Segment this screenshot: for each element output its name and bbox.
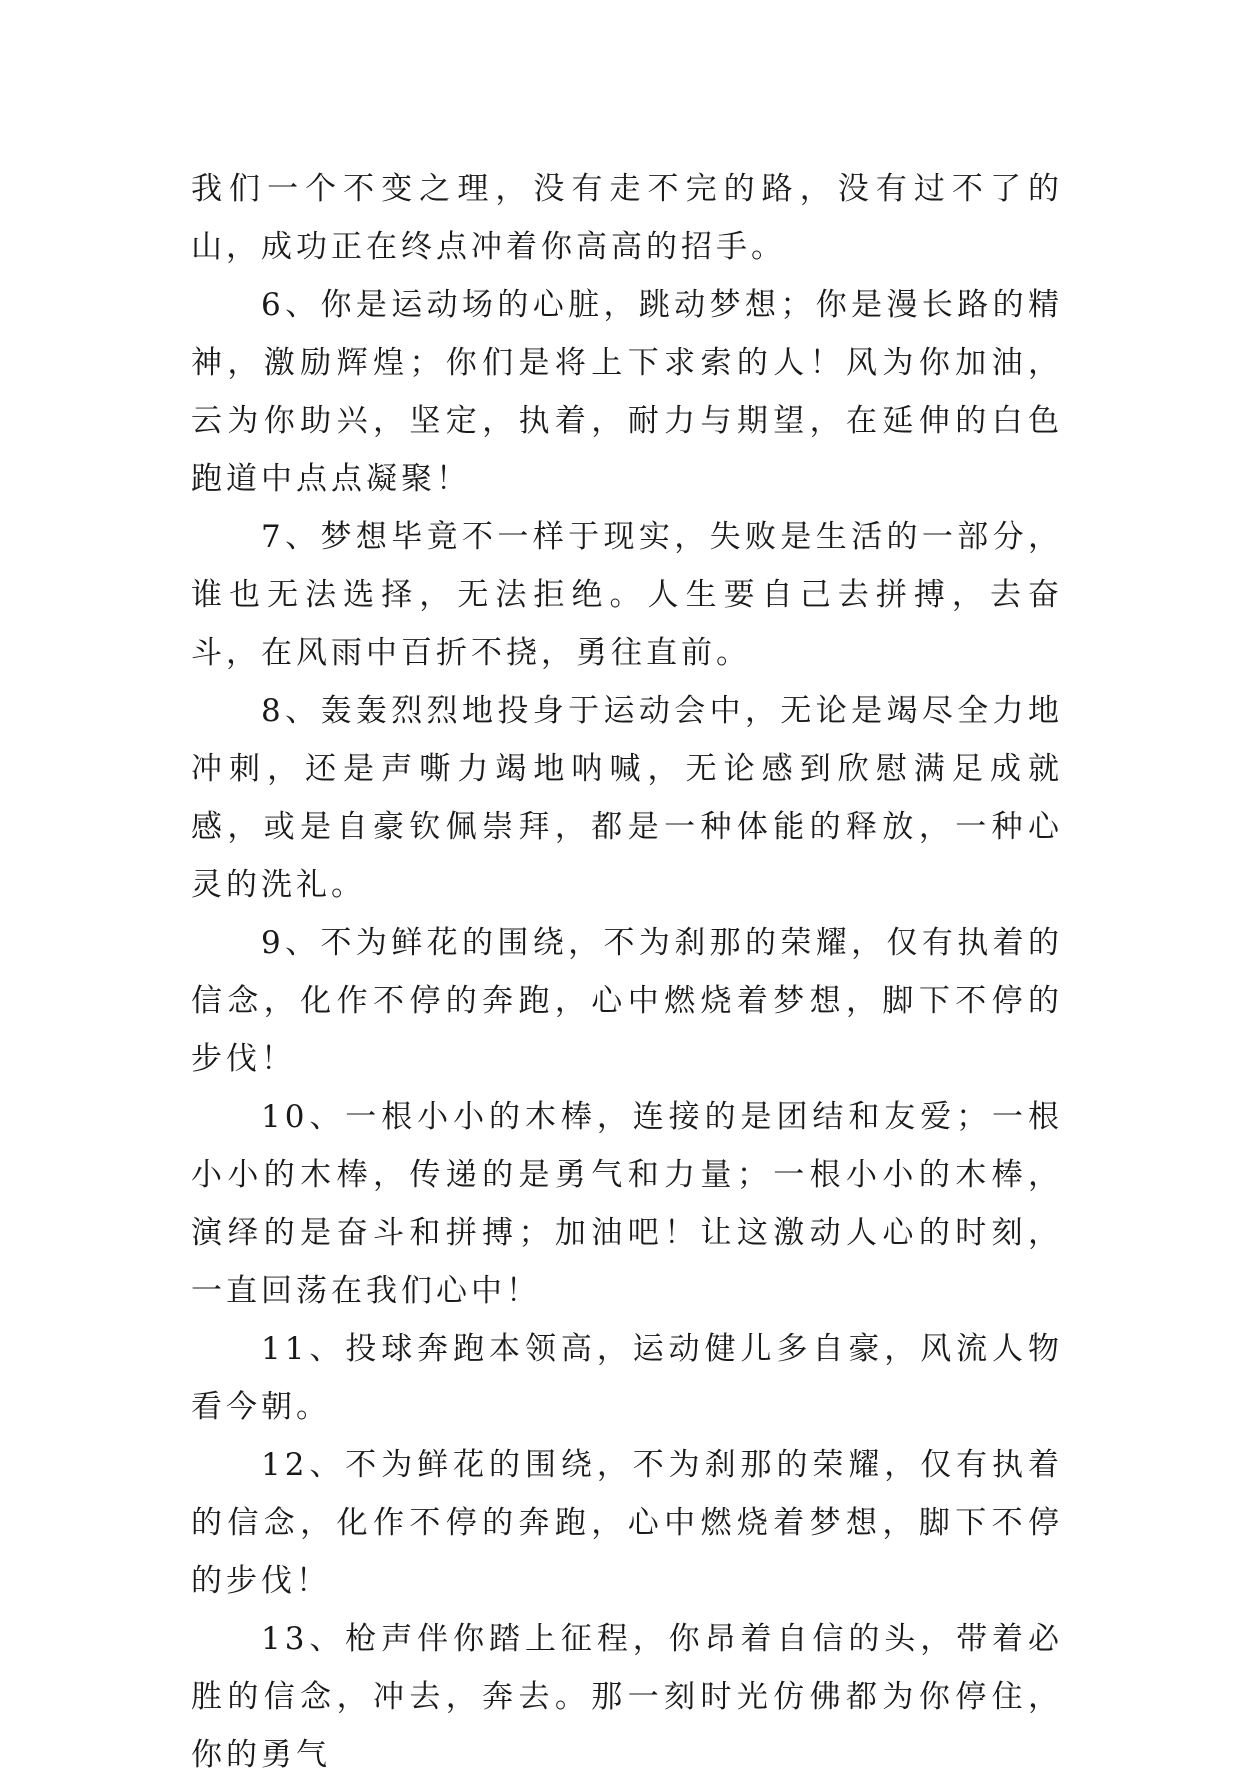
- paragraph-item-13: 13、枪声伴你踏上征程，你昂着自信的头，带着必胜的信念，冲去，奔去。那一刻时光仿佛都为你停住，你的勇气: [191, 1621, 1063, 1773]
- paragraph-item-11: 11、投球奔跑本领高，运动健儿多自豪，风流人物看今朝。: [191, 1331, 1063, 1425]
- paragraph-continuation: 我们一个不变之理，没有走不完的路，没有过不了的山，成功正在终点冲着你高高的招手。: [191, 171, 1063, 265]
- paragraph-item-8: 8、轰轰烈烈地投身于运动会中，无论是竭尽全力地冲刺，还是声嘶力竭地呐喊，无论感到欣慰满足成就感，或是自豪钦佩崇拜，都是一种体能的释放，一种心灵的洗礼。: [191, 693, 1063, 903]
- paragraph-item-6: 6、你是运动场的心脏，跳动梦想；你是漫长路的精神，激励辉煌；你们是将上下求索的人！风为你加油，云为你助兴，坚定，执着，耐力与期望，在延伸的白色跑道中点点凝聚！: [191, 287, 1063, 497]
- paragraph-item-7: 7、梦想毕竟不一样于现实，失败是生活的一部分，谁也无法选择，无法拒绝。人生要自己去拼搏，去奋斗，在风雨中百折不挠，勇往直前。: [191, 519, 1063, 671]
- paragraph-item-10: 10、一根小小的木棒，连接的是团结和友爱；一根小小的木棒，传递的是勇气和力量；一根小小的木棒，演绎的是奋斗和拼搏；加油吧！让这激动人心的时刻，一直回荡在我们心中！: [191, 1099, 1063, 1309]
- paragraph-item-12: 12、不为鲜花的围绕，不为刹那的荣耀，仅有执着的信念，化作不停的奔跑，心中燃烧着梦想，脚下不停的步伐！: [191, 1447, 1063, 1599]
- document-body: [191, 160, 1063, 1784]
- paragraph-item-9: 9、不为鲜花的围绕，不为刹那的荣耀，仅有执着的信念，化作不停的奔跑，心中燃烧着梦想，脚下不停的步伐！: [191, 925, 1063, 1077]
